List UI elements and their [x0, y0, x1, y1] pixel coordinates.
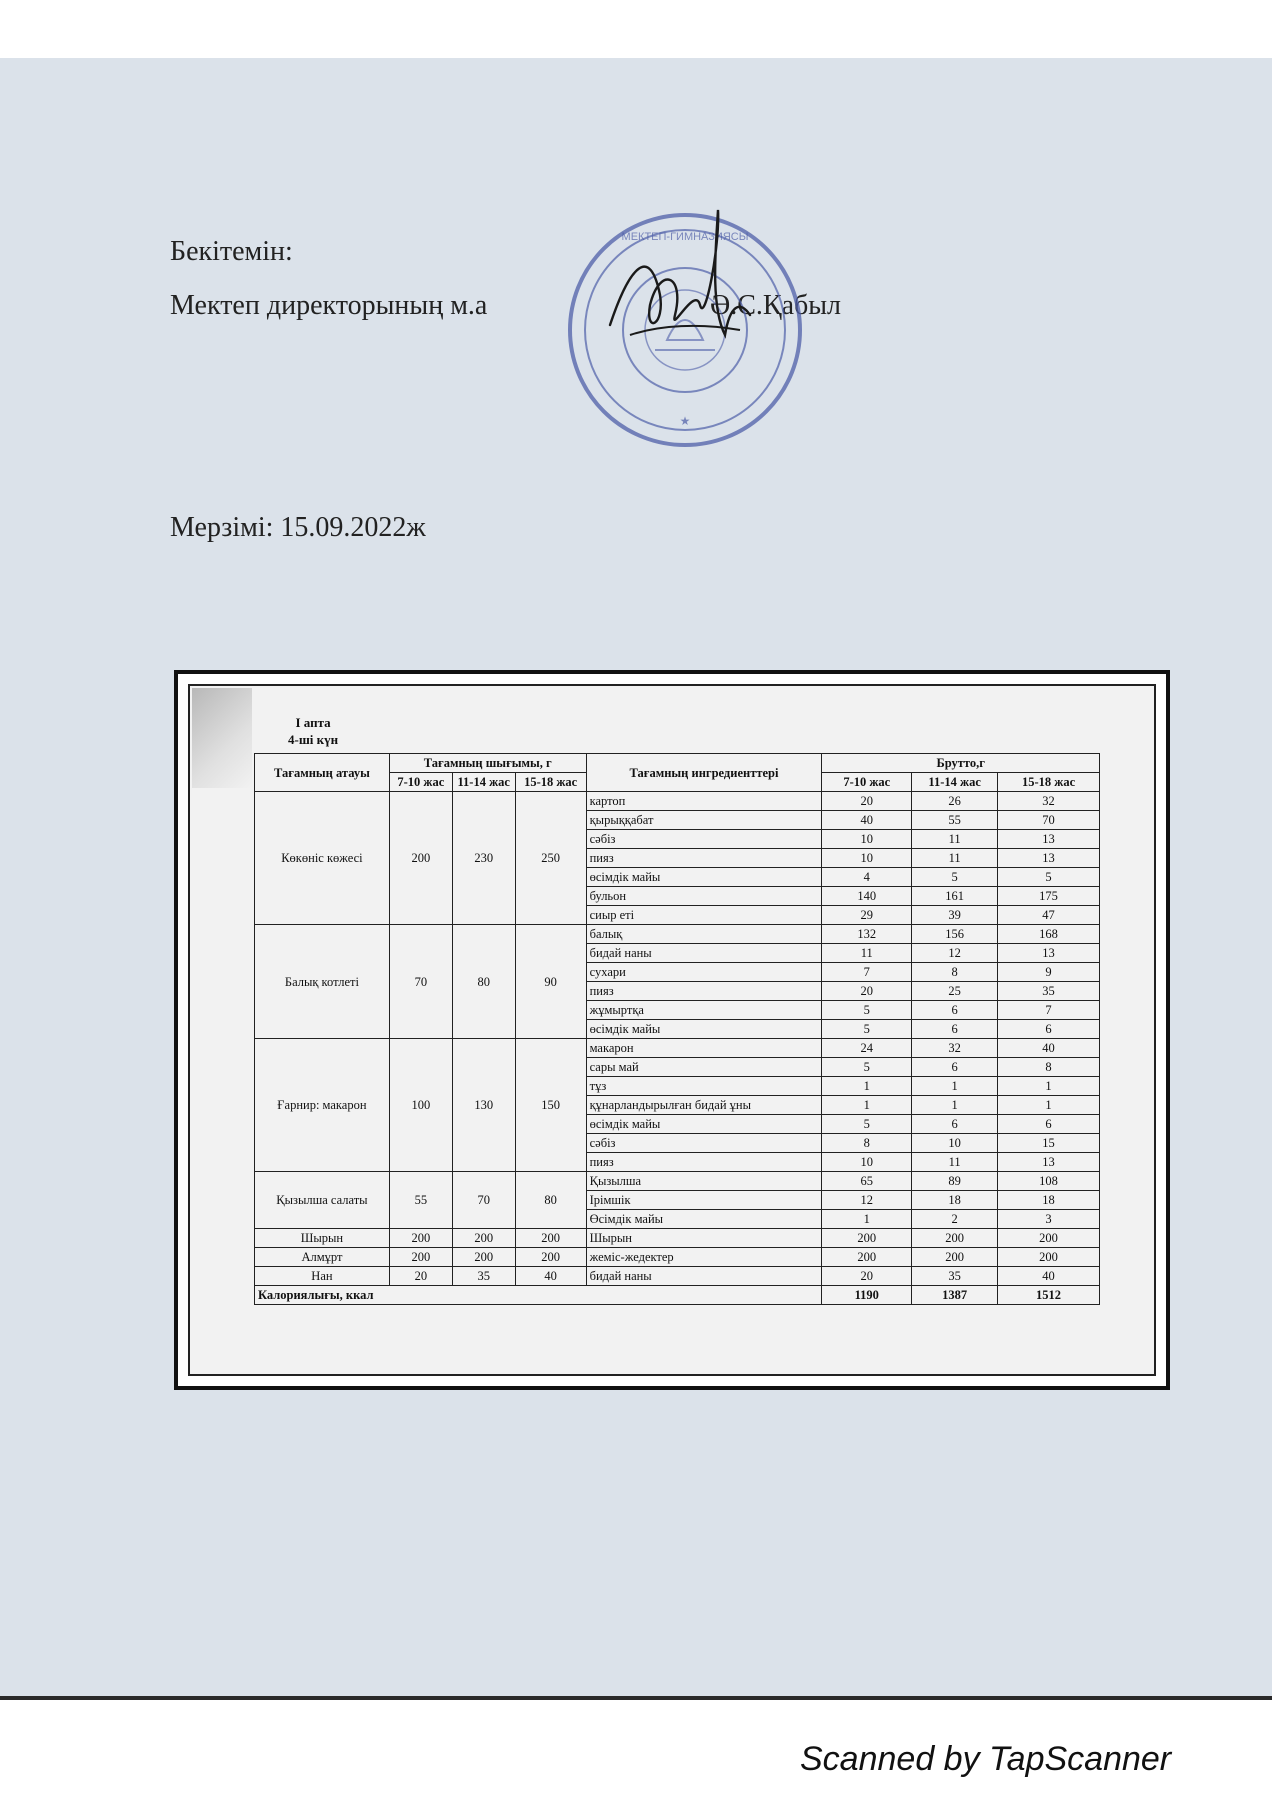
- week-day-title: [288, 714, 338, 748]
- dish-yield: 200: [452, 1229, 515, 1248]
- ingredient-name: Ірімшік: [586, 1191, 822, 1210]
- ingredient-name: Қызылша: [586, 1172, 822, 1191]
- ingredient-name: сары май: [586, 1058, 822, 1077]
- dish-yield: 70: [452, 1172, 515, 1229]
- ingredient-brutto: 1: [822, 1077, 912, 1096]
- director-name: Ә.С.Қабыл: [710, 290, 842, 321]
- scanner-watermark: Scanned by TapScanner: [800, 1740, 1172, 1778]
- ingredient-brutto: 5: [822, 1058, 912, 1077]
- ingredient-name: пияз: [586, 849, 822, 868]
- dish-yield: 250: [515, 792, 586, 925]
- ingredient-row: [255, 1172, 1100, 1191]
- dish-name: Нан: [255, 1267, 390, 1286]
- header-brutto-age2: 11-14 жас: [912, 773, 998, 792]
- header-yield-age2: 11-14 жас: [452, 773, 515, 792]
- ingredient-name: қырыққабат: [586, 811, 822, 830]
- ingredient-row: [255, 1039, 1100, 1058]
- ingredient-brutto: 35: [912, 1267, 998, 1286]
- week-label: I апта: [295, 715, 331, 730]
- ingredient-brutto: 15: [998, 1134, 1100, 1153]
- ingredient-brutto: 11: [912, 830, 998, 849]
- dish-yield: 100: [389, 1039, 452, 1172]
- ingredient-brutto: 5: [912, 868, 998, 887]
- ingredient-name: өсімдік майы: [586, 868, 822, 887]
- ingredient-brutto: 32: [998, 792, 1100, 811]
- ingredient-name: сиыр еті: [586, 906, 822, 925]
- header-brutto-age1: 7-10 жас: [822, 773, 912, 792]
- ingredient-name: Шырын: [586, 1229, 822, 1248]
- ingredient-brutto: 200: [822, 1229, 912, 1248]
- ingredient-brutto: 4: [822, 868, 912, 887]
- ingredient-name: жұмыртқа: [586, 1001, 822, 1020]
- ingredient-name: пияз: [586, 982, 822, 1001]
- ingredient-brutto: 20: [822, 982, 912, 1001]
- header-yield-age3: 15-18 жас: [515, 773, 586, 792]
- calorie-total-age3: 1512: [998, 1286, 1100, 1305]
- ingredient-brutto: 18: [998, 1191, 1100, 1210]
- ingredient-brutto: 24: [822, 1039, 912, 1058]
- paper-edge: [0, 1696, 1272, 1700]
- ingredient-brutto: 9: [998, 963, 1100, 982]
- ingredient-brutto: 11: [912, 1153, 998, 1172]
- dish-name: Ғарнир: макарон: [255, 1039, 390, 1172]
- ingredient-brutto: 40: [998, 1267, 1100, 1286]
- dish-yield: 200: [389, 792, 452, 925]
- ingredient-brutto: 132: [822, 925, 912, 944]
- ingredient-brutto: 200: [912, 1248, 998, 1267]
- ingredient-name: тұз: [586, 1077, 822, 1096]
- ingredient-brutto: 8: [998, 1058, 1100, 1077]
- ingredient-brutto: 3: [998, 1210, 1100, 1229]
- dish-yield: 230: [452, 792, 515, 925]
- dish-yield: 40: [515, 1267, 586, 1286]
- ingredient-brutto: 89: [912, 1172, 998, 1191]
- ingredient-brutto: 2: [912, 1210, 998, 1229]
- dish-name: Шырын: [255, 1229, 390, 1248]
- header-yield-age1: 7-10 жас: [389, 773, 452, 792]
- svg-text:★: ★: [679, 414, 691, 428]
- ingredient-brutto: 10: [822, 1153, 912, 1172]
- ingredient-brutto: 161: [912, 887, 998, 906]
- ingredient-brutto: 6: [998, 1020, 1100, 1039]
- ingredient-brutto: 11: [912, 849, 998, 868]
- ingredient-brutto: 32: [912, 1039, 998, 1058]
- dish-yield: 80: [515, 1172, 586, 1229]
- ingredient-brutto: 7: [998, 1001, 1100, 1020]
- header-dish: Тағамның атауы: [255, 754, 390, 792]
- ingredient-brutto: 200: [998, 1248, 1100, 1267]
- ingredient-brutto: 108: [998, 1172, 1100, 1191]
- ingredient-name: пияз: [586, 1153, 822, 1172]
- ingredient-name: макарон: [586, 1039, 822, 1058]
- ingredient-name: Өсімдік майы: [586, 1210, 822, 1229]
- ingredient-row: [255, 1248, 1100, 1267]
- dish-name: Алмұрт: [255, 1248, 390, 1267]
- ingredient-name: сәбіз: [586, 1134, 822, 1153]
- ingredient-brutto: 200: [912, 1229, 998, 1248]
- ingredient-row: [255, 925, 1100, 944]
- ingredient-brutto: 40: [822, 811, 912, 830]
- deadline-date: Мерзімі: 15.09.2022ж: [170, 512, 426, 543]
- ingredient-brutto: 39: [912, 906, 998, 925]
- ingredient-brutto: 10: [822, 849, 912, 868]
- menu-table-body: [255, 792, 1100, 1286]
- ingredient-brutto: 13: [998, 830, 1100, 849]
- menu-sheet: [188, 684, 1156, 1376]
- header-brutto: Брутто,г: [822, 754, 1100, 773]
- ingredient-brutto: 65: [822, 1172, 912, 1191]
- ingredient-brutto: 70: [998, 811, 1100, 830]
- ingredient-brutto: 1: [998, 1077, 1100, 1096]
- header-yield: Тағамның шығымы, г: [389, 754, 586, 773]
- dish-yield: 200: [389, 1248, 452, 1267]
- ingredient-brutto: 26: [912, 792, 998, 811]
- ingredient-brutto: 1: [912, 1077, 998, 1096]
- ingredient-row: [255, 792, 1100, 811]
- stamp-text: МЕКТЕП-ГИМНАЗИЯСЫ: [621, 231, 749, 243]
- ingredient-brutto: 40: [998, 1039, 1100, 1058]
- dish-yield: 200: [515, 1248, 586, 1267]
- ingredient-brutto: 6: [912, 1001, 998, 1020]
- day-label: 4-ші күн: [288, 732, 339, 747]
- ingredient-brutto: 10: [912, 1134, 998, 1153]
- ingredient-brutto: 8: [822, 1134, 912, 1153]
- ingredient-brutto: 1: [822, 1210, 912, 1229]
- dish-yield: 55: [389, 1172, 452, 1229]
- ingredient-brutto: 200: [998, 1229, 1100, 1248]
- ingredient-brutto: 25: [912, 982, 998, 1001]
- calorie-total-age2: 1387: [912, 1286, 998, 1305]
- ingredient-brutto: 5: [822, 1115, 912, 1134]
- ingredient-brutto: 18: [912, 1191, 998, 1210]
- ingredient-brutto: 20: [822, 1267, 912, 1286]
- header-brutto-age3: 15-18 жас: [998, 773, 1100, 792]
- ingredient-brutto: 168: [998, 925, 1100, 944]
- ingredient-brutto: 10: [822, 830, 912, 849]
- ingredient-name: өсімдік майы: [586, 1115, 822, 1134]
- ingredient-brutto: 29: [822, 906, 912, 925]
- ingredient-brutto: 13: [998, 944, 1100, 963]
- dish-yield: 90: [515, 925, 586, 1039]
- ingredient-brutto: 13: [998, 1153, 1100, 1172]
- dish-yield: 200: [389, 1229, 452, 1248]
- menu-frame: [174, 670, 1170, 1390]
- ingredient-brutto: 12: [822, 1191, 912, 1210]
- ingredient-name: сәбіз: [586, 830, 822, 849]
- ingredient-brutto: 13: [998, 849, 1100, 868]
- dish-name: Балық котлеті: [255, 925, 390, 1039]
- ingredient-brutto: 8: [912, 963, 998, 982]
- menu-table: [254, 753, 1100, 1305]
- ingredient-name: бульон: [586, 887, 822, 906]
- ingredient-name: бидай наны: [586, 1267, 822, 1286]
- ingredient-brutto: 1: [822, 1096, 912, 1115]
- ingredient-name: картоп: [586, 792, 822, 811]
- ingredient-brutto: 6: [912, 1020, 998, 1039]
- ingredient-brutto: 6: [998, 1115, 1100, 1134]
- approval-label: Бекітемін:: [170, 236, 293, 267]
- calorie-total-age1: 1190: [822, 1286, 912, 1305]
- dish-yield: 70: [389, 925, 452, 1039]
- ingredient-name: құнарландырылған бидай ұны: [586, 1096, 822, 1115]
- dish-yield: 80: [452, 925, 515, 1039]
- ingredient-brutto: 47: [998, 906, 1100, 925]
- ingredient-brutto: 7: [822, 963, 912, 982]
- dish-yield: 200: [452, 1248, 515, 1267]
- ingredient-brutto: 20: [822, 792, 912, 811]
- ingredient-row: [255, 1229, 1100, 1248]
- ingredient-brutto: 55: [912, 811, 998, 830]
- dish-yield: 35: [452, 1267, 515, 1286]
- ingredient-row: [255, 1267, 1100, 1286]
- header-ingredients: Тағамның ингредиенттері: [586, 754, 822, 792]
- ingredient-brutto: 6: [912, 1058, 998, 1077]
- ingredient-brutto: 1: [912, 1096, 998, 1115]
- dish-yield: 200: [515, 1229, 586, 1248]
- ingredient-brutto: 156: [912, 925, 998, 944]
- ingredient-name: балық: [586, 925, 822, 944]
- ingredient-brutto: 11: [822, 944, 912, 963]
- calorie-total-label: Калориялығы, ккал: [255, 1286, 822, 1305]
- signature: [590, 205, 780, 365]
- calorie-total-row: [255, 1286, 1100, 1305]
- ingredient-brutto: 5: [822, 1020, 912, 1039]
- page-corner-fold: [192, 688, 252, 788]
- ingredient-brutto: 140: [822, 887, 912, 906]
- dish-yield: 130: [452, 1039, 515, 1172]
- ingredient-brutto: 6: [912, 1115, 998, 1134]
- ingredient-name: бидай наны: [586, 944, 822, 963]
- dish-name: Көкөніс көжесі: [255, 792, 390, 925]
- ingredient-name: жеміс-жедектер: [586, 1248, 822, 1267]
- ingredient-name: өсімдік майы: [586, 1020, 822, 1039]
- ingredient-brutto: 5: [998, 868, 1100, 887]
- ingredient-brutto: 175: [998, 887, 1100, 906]
- ingredient-name: сухари: [586, 963, 822, 982]
- ingredient-brutto: 5: [822, 1001, 912, 1020]
- director-title: Мектеп директорының м.а: [170, 290, 488, 321]
- director-line: [170, 290, 842, 322]
- ingredient-brutto: 1: [998, 1096, 1100, 1115]
- ingredient-brutto: 200: [822, 1248, 912, 1267]
- dish-yield: 150: [515, 1039, 586, 1172]
- dish-yield: 20: [389, 1267, 452, 1286]
- ingredient-brutto: 35: [998, 982, 1100, 1001]
- ingredient-brutto: 12: [912, 944, 998, 963]
- dish-name: Қызылша салаты: [255, 1172, 390, 1229]
